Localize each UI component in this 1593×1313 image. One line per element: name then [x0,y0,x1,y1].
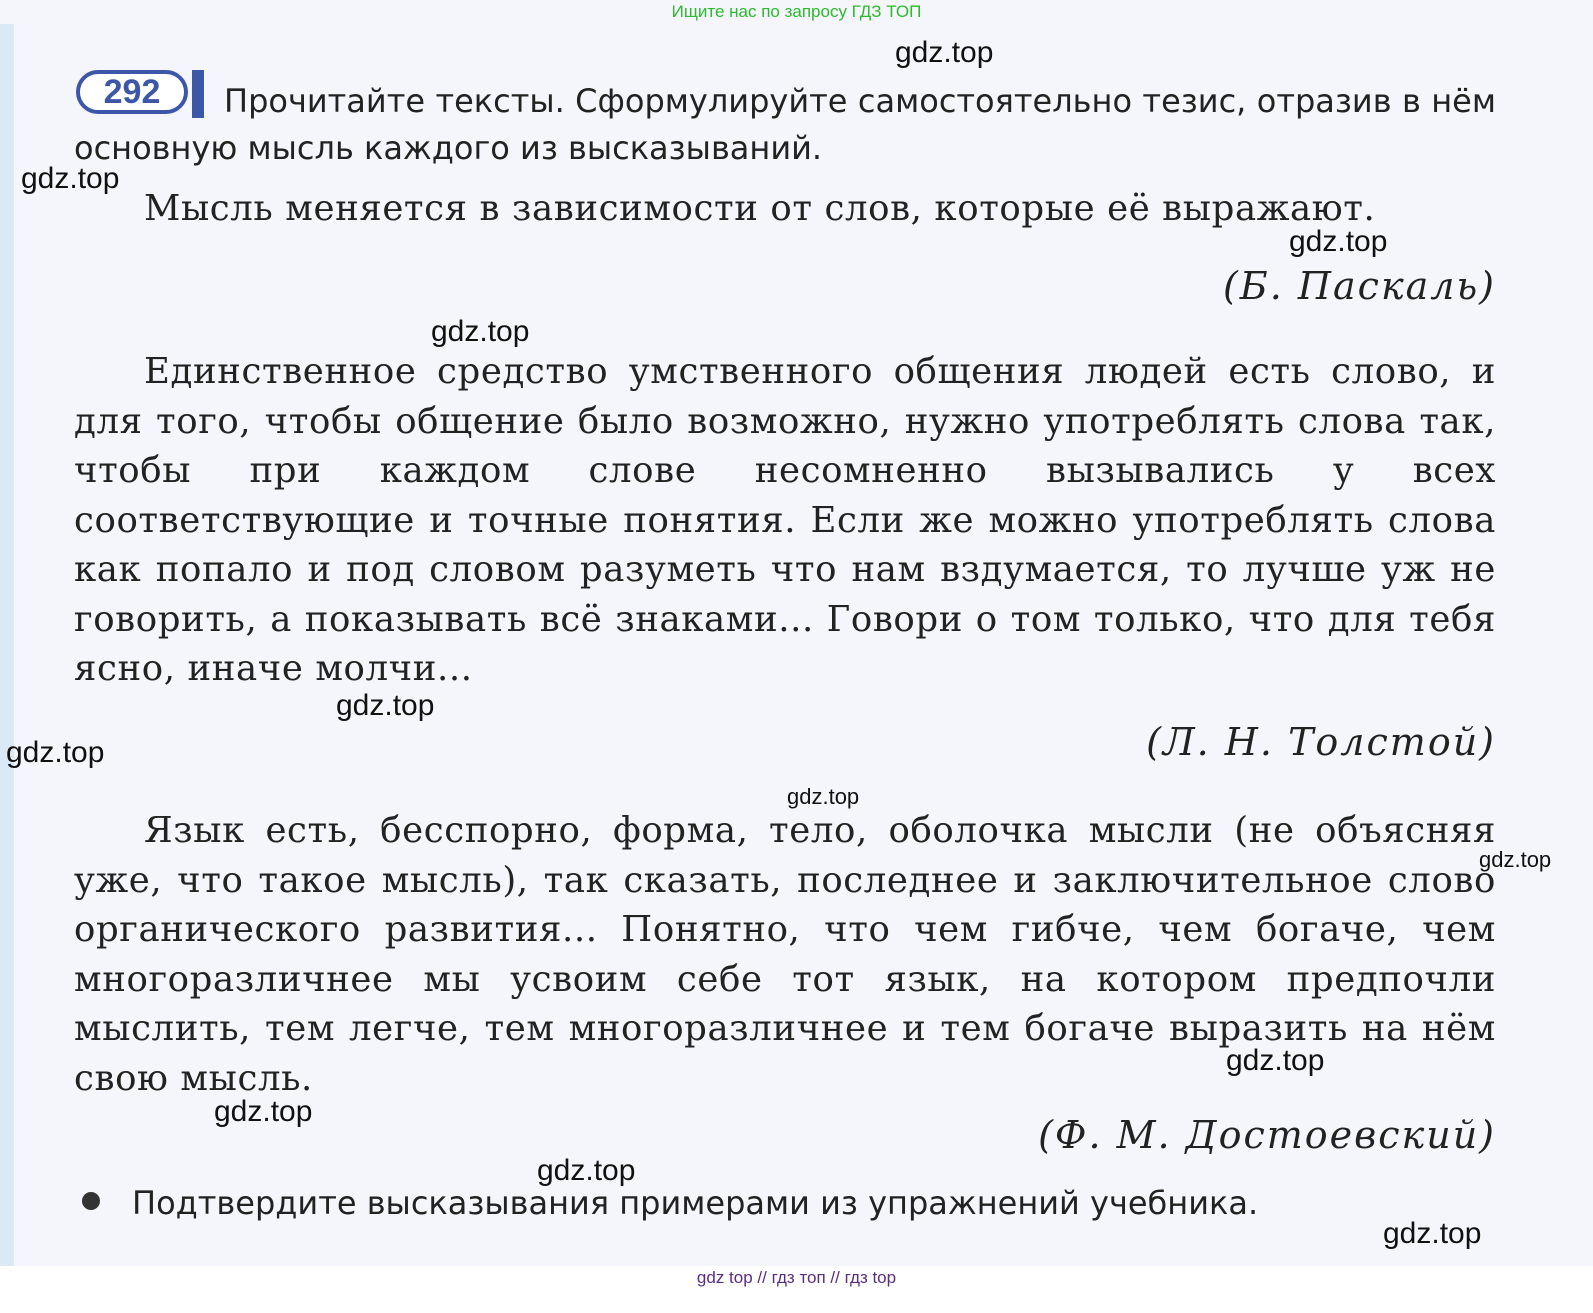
bullet-icon [82,1192,100,1210]
bullet-task [82,1184,1482,1222]
search-hint: Ищите нас по запросу ГДЗ ТОП [671,2,922,21]
quote-tolstoy: Единственное средство умственного общения людей есть слово, и для того, чтобы общение было возможно, нужно употреблять слова так, чтобы при каждом слове несомненно вызывались у всех соответствующие и точные понятия. Если же можно употреблять слова как попало и под словом разуметь что нам вздумается, то лучше уж не говорить, а показывать всё знаками... Говори о том только, что для тебя ясно, иначе молчи... [74,351,1496,689]
author-pascal: (Б. Паскаль) [1222,264,1496,308]
watermark: gdz.top [1289,225,1388,258]
author-dostoevsky: (Ф. М. Достоевский) [1038,1113,1496,1157]
watermark: gdz.top [336,689,435,722]
watermark: gdz.top [214,1095,313,1128]
quote-dostoevsky: Язык есть, бесспорно, форма, тело, оболочка мысли (не объясняя уже, что такое мысль), так сказать, последнее и заключительное слово органического развития... Понятно, что чем гибче, чем богаче, чем многоразличнее мы усвоим себе тот язык, на котором предпочли мыслить, тем легче, тем многоразличнее и тем богаче выразить на нём свою мысль. [74,810,1496,1099]
watermark: gdz.top [6,736,105,769]
task-instruction: Прочитайте тексты. Сформулируйте самостоятельно тезис, отразив в нём основную мысль каждого из высказываний. [74,82,1496,167]
watermark: gdz.top [1383,1217,1482,1250]
watermark: gdz.top [431,315,530,348]
exercise-number: 292 [76,70,188,114]
watermark: gdz.top [895,36,994,69]
quote-pascal: Мысль меняется в зависимости от слов, которые её выражают. [144,188,1376,229]
watermark: gdz.top [537,1154,636,1187]
author-tolstoy: (Л. Н. Толстой) [1146,720,1496,764]
watermark: gdz.top [1226,1044,1325,1077]
page-edge-strip [0,24,14,1274]
watermark: gdz.top [1479,847,1552,872]
footer-links: gdz top // гдз топ // гдз top [0,1266,1593,1313]
watermark: gdz.top [787,784,860,809]
bullet-task-text: Подтвердите высказывания примерами из упражнений учебника. [132,1184,1259,1222]
watermark: gdz.top [21,162,120,195]
